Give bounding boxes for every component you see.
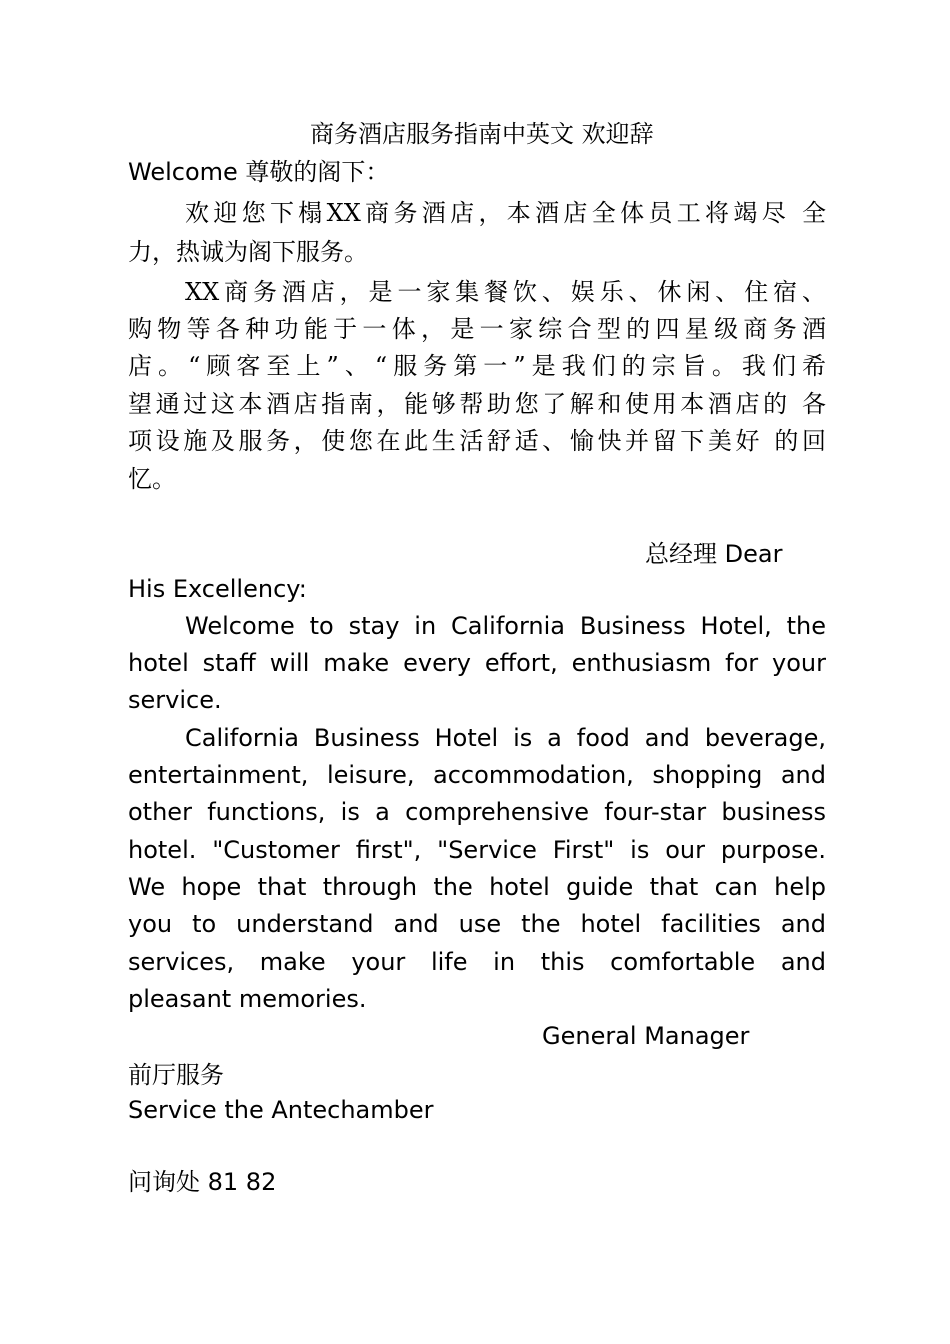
- greeting-en: His Excellency:: [128, 575, 307, 603]
- paragraph-en-2-line-7: services, make your life in this comfortable and: [128, 948, 826, 976]
- section-title-zh: 前厅服务: [128, 1061, 224, 1089]
- paragraph-en-2-line-4: hotel. "Customer first", "Service First" is our purpose.: [128, 836, 826, 864]
- signature-en: General Manager: [542, 1022, 750, 1050]
- paragraph-en-2-line-3: other functions, is a comprehensive four-star business: [128, 798, 826, 826]
- paragraph-zh-2-line-4: 望通过这本酒店指南，能够帮助您了解和使用本酒店的 各: [128, 390, 826, 418]
- paragraph-en-2-line-1: California Business Hotel is a food and beverage,: [185, 724, 826, 752]
- document-title: 商务酒店服务指南中英文 欢迎辞: [310, 120, 654, 148]
- paragraph-en-1-line-2: hotel staff will make every effort, enthusiasm for your: [128, 649, 826, 677]
- paragraph-zh-2-line-6: 忆。: [128, 465, 176, 493]
- paragraph-en-1-line-3: service.: [128, 686, 222, 714]
- paragraph-zh-2-line-3: 店。“顾客至上”、“服务第一”是我们的宗旨。我们希: [128, 352, 826, 380]
- paragraph-zh-1-line-2: 力，热诚为阁下服务。: [128, 238, 368, 266]
- greeting-zh: Welcome 尊敬的阁下：: [128, 158, 390, 186]
- paragraph-en-2-line-5: We hope that through the hotel guide that can help: [128, 873, 826, 901]
- paragraph-en-2-line-6: you to understand and use the hotel facilities and: [128, 910, 826, 938]
- section-title-en: Service the Antechamber: [128, 1096, 434, 1124]
- info-line: 问询处 81 82: [128, 1168, 277, 1196]
- paragraph-en-2-line-2: entertainment, leisure, accommodation, shopping and: [128, 761, 826, 789]
- paragraph-zh-2-line-1: XX商务酒店，是一家集餐饮、娱乐、休闲、住宿、: [185, 278, 826, 306]
- paragraph-en-2-line-8: pleasant memories.: [128, 985, 367, 1013]
- paragraph-zh-2-line-5: 项设施及服务，使您在此生活舒适、愉快并留下美好 的回: [128, 427, 826, 455]
- paragraph-zh-1-line-1: 欢迎您下榻XX商务酒店，本酒店全体员工将竭尽 全: [185, 199, 826, 227]
- paragraph-en-1-line-1: Welcome to stay in California Business Hotel, the: [185, 612, 826, 640]
- paragraph-zh-2-line-2: 购物等各种功能于一体，是一家综合型的四星级商务酒: [128, 315, 826, 343]
- signature-line: 总经理 Dear: [645, 540, 783, 568]
